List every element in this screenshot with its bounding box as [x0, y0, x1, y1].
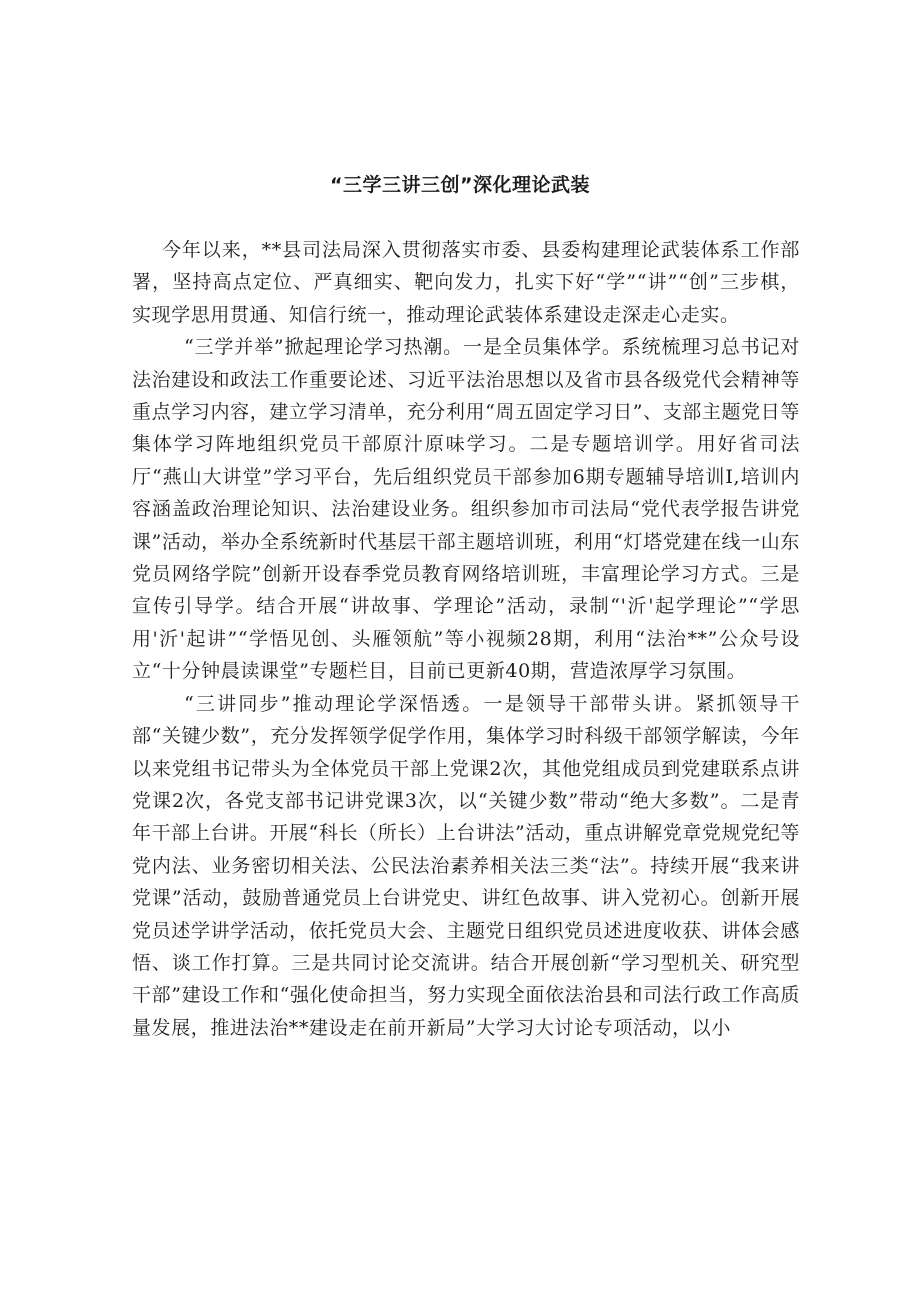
- document-title: “三学三讲三创”深化理论武装: [330, 174, 590, 196]
- document-body: [132, 234, 800, 1044]
- paragraph-three-lectures: “三讲同步”推动理论学深悟透。一是领导干部带头讲。紧抓领导干部“关键少数”，充分发挥领学促学作用，集体学习时科级干部领学解读，今年以来党组书记带头为全体党员干部上党课2次，其他党组成员到党建联系点讲党课2次，各党支部书记讲党课3次，以“关键少数”带动“绝大多数”。二是青年干部上台讲。开展“科长（所长）上台讲法”活动，重点讲解党章党规党纪等党内法、业务密切相关法、公民法治素养相关法三类“法”。持续开展“我来讲党课”活动，鼓励普通党员上台讲党史、讲红色故事、讲入党初心。创新开展党员述学讲学活动，依托党员大会、主题党日组织党员述进度收获、讲体会感悟、谈工作打算。三是共同讨论交流讲。结合开展创新“学习型机关、研究型干部”建设工作和“强化使命担当，努力实现全面依法治县和司法行政工作高质量发展，推进法治**建设走在前开新局”大学习大讨论专项活动，以小: [132, 692, 800, 1039]
- paragraph-intro: 今年以来，**县司法局深入贯彻落实市委、县委构建理论武装体系工作部署，坚持高点定位、严真细实、靶向发力，扎实下好“学”“讲”“创”三步棋，实现学思用贯通、知信行统一，推动理论武装体系建设走深走心走实。: [132, 239, 800, 326]
- paragraph-three-studies: “三学并举”掀起理论学习热潮。一是全员集体学。系统梳理习总书记对法治建设和政法工作重要论述、习近平法治思想以及省市县各级党代会精神等重点学习内容，建立学习清单，充分利用“周五固定学习日”、支部主题党日等集体学习阵地组织党员干部原汁原味学习。二是专题培训学。用好省司法厅“燕山大讲堂”学习平台，先后组织党员干部参加6期专题辅导培训I,培训内容涵盖政治理论知识、法治建设业务。组织参加市司法局“党代表学报告讲党课”活动，举办全系统新时代基层干部主题培训班，利用“灯塔党建在线一山东党员网络学院”创新开设春季党员教育网络培训班，丰富理论学习方式。三是宣传引导学。结合开展“讲故事、学理论”活动，录制“'沂'起学理论”“学思用'沂'起讲”“学悟见创、头雁领航”等小视频28期，利用“法治**”公众号设立“十分钟晨读课堂”专题栏目，目前已更新40期，营造浓厚学习氛围。: [132, 336, 800, 683]
